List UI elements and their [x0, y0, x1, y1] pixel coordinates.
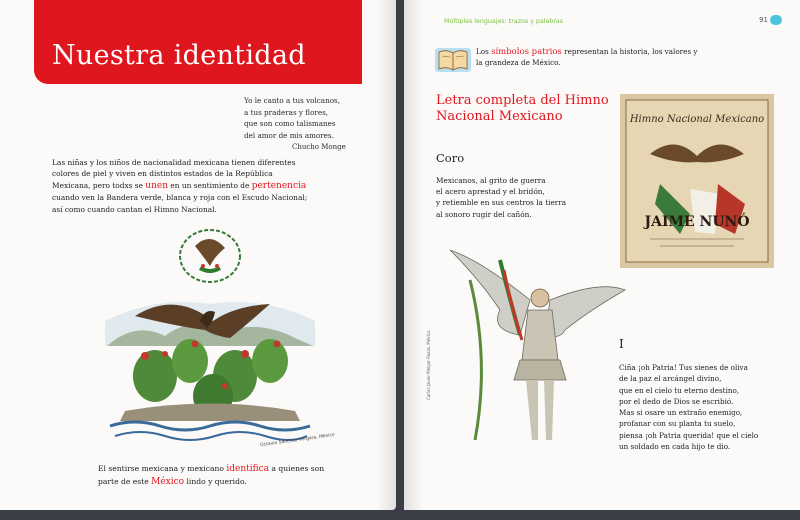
right-page: [404, 0, 800, 510]
highlight-word: unen: [145, 180, 169, 191]
intro-text: Las niñas y los niños de nacionalidad mexicana tienen diferentes colores de piel y viven en distintos estados de la República Mexicana, pero todxs se: [52, 158, 296, 190]
verse-line: profanar con su planta tu suelo,: [619, 419, 736, 429]
epigraph-line: del amor de mis amores.: [244, 130, 334, 140]
stanza-verse: [619, 362, 789, 452]
cover-title: Himno Nacional Mexicano: [629, 114, 765, 125]
eagle-cactus-illustration: [95, 226, 325, 452]
verse-line: y retiemble en sus centros la tierra: [436, 198, 567, 208]
verse-line: de la paz el arcángel divino,: [619, 374, 722, 384]
open-book-icon: [434, 44, 472, 74]
intro-paragraph: [52, 157, 310, 215]
anthem-cover-image: [620, 94, 774, 268]
coro-heading: Coro: [436, 151, 465, 165]
intro-text: cuando ven la Bandera verde, blanca y roja con el Escudo Nacional; así como cuando cantan el Himno Nacional.: [52, 193, 308, 214]
verse-line: el acero aprestad y el bridón,: [436, 187, 545, 197]
symbols-text: Los: [476, 47, 492, 56]
archangel-illustration: [440, 240, 630, 450]
epigraph: [244, 95, 384, 141]
highlight-word: identifica: [226, 464, 270, 474]
highlight-word: México: [151, 476, 185, 487]
section-header: Múltiples lenguajes: trazos y palabras: [444, 18, 564, 25]
left-page: [0, 0, 396, 510]
verse-line: piensa ¡oh Patria querida! que el cielo: [619, 430, 759, 440]
epigraph-line: Yo le canto a tus volcanos,: [244, 96, 340, 105]
closing-text: a quienes son parte de este: [98, 464, 325, 486]
closing-paragraph: [98, 463, 328, 488]
page-badge-icon: [770, 15, 782, 25]
coro-verse: [436, 175, 616, 220]
coat-of-arms-icon: [180, 230, 240, 282]
illustration-credit: Carlos Javier Melgar Rosas, México: [426, 330, 431, 400]
verse-line: Ciña ¡oh Patria! Tus sienes de oliva: [619, 363, 748, 372]
epigraph-author: Chucho Monge: [292, 143, 346, 151]
illustration-credit: Octavio Sánchez Vergara, México: [260, 432, 336, 449]
symbols-note: [476, 47, 706, 68]
verse-line: Mas si osare un extraño enemigo,: [619, 408, 743, 418]
page-title: Nuestra identidad: [52, 40, 306, 71]
title-banner: [34, 34, 362, 84]
highlight-word: pertenencia: [251, 180, 307, 191]
cover-author: JAIME NUNÓ: [644, 214, 750, 230]
verse-line: por el dedo de Dios se escribió.: [619, 396, 734, 406]
verse-line: Mexicanos, al grito de guerra: [436, 176, 546, 185]
verse-line: un soldado en cada hijo te dio.: [619, 442, 731, 452]
closing-text: El sentirse mexicana y mexicano: [98, 464, 227, 473]
page-number: 91: [759, 16, 768, 24]
verse-line: al sonoro rugir del cañón.: [436, 209, 532, 219]
epigraph-line: que son como talismanes: [244, 119, 336, 128]
symbols-text: representan la historia, los valores y la grandeza de México.: [476, 47, 698, 67]
anthem-title: Letra completa del Himno Nacional Mexicano: [436, 93, 609, 124]
highlight-word: símbolos patrios: [491, 47, 562, 57]
intro-text: en un sentimiento de: [168, 180, 252, 190]
verse-line: que en el cielo tu eterno destino,: [619, 385, 740, 395]
gutter-shadow: [378, 0, 396, 510]
stanza-number: I: [619, 337, 624, 351]
gutter-shadow: [404, 0, 422, 510]
closing-text: lindo y querido.: [184, 476, 247, 486]
epigraph-line: a tus praderas y flores,: [244, 107, 329, 117]
